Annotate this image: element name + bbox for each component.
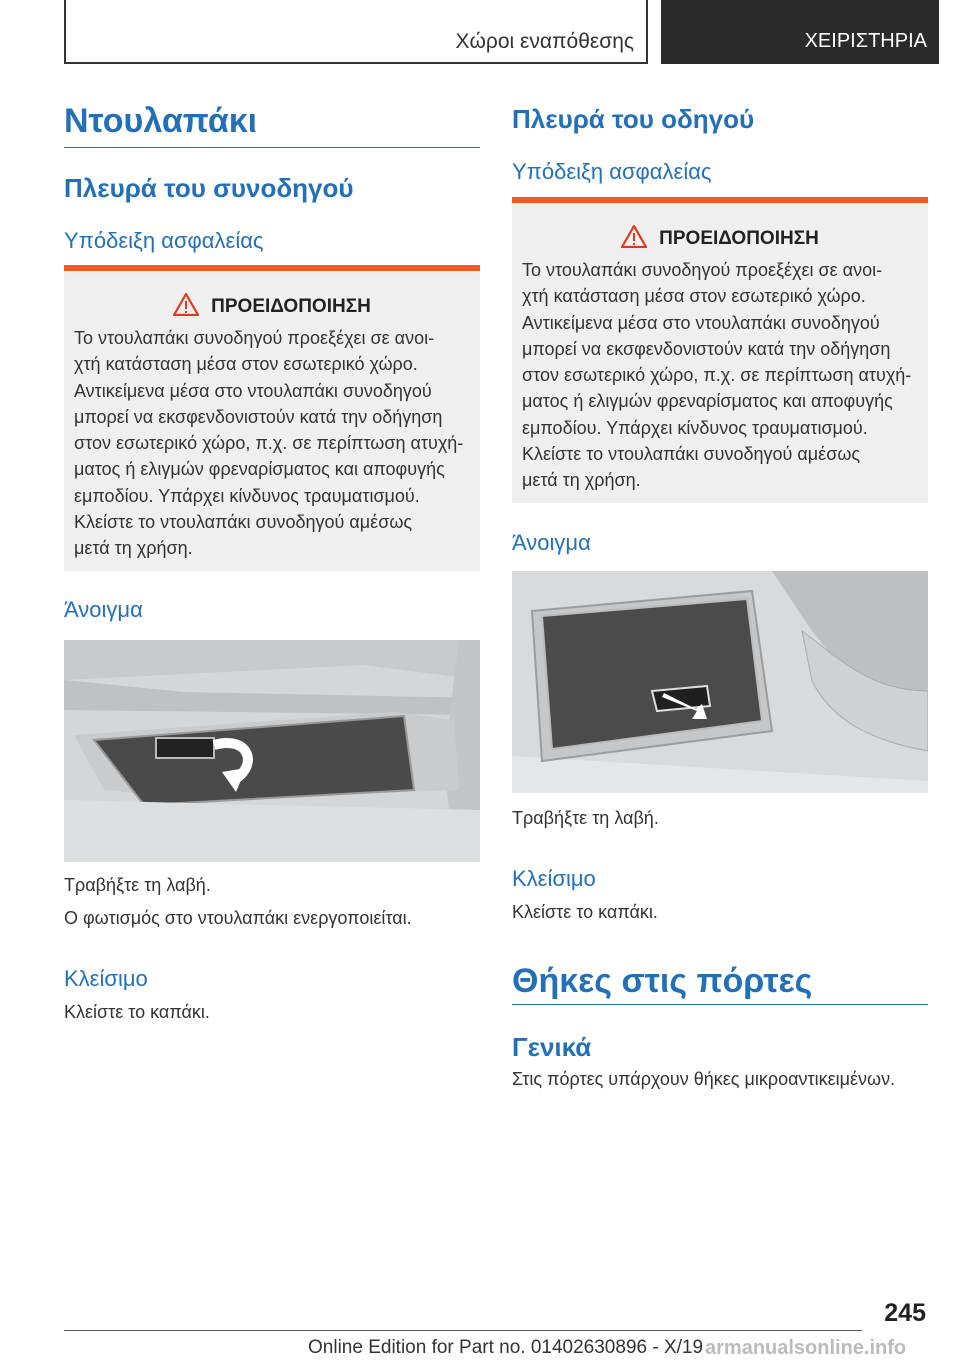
title-rule [512, 1004, 928, 1005]
warning-line: χτή κατάσταση μέσα στον εσωτερικό χώρο. [74, 354, 418, 375]
warning-line: Κλείστε το ντουλαπάκι συνοδηγού αμέσως [522, 444, 861, 465]
warning-line: χτή κατάσταση μέσα στον εσωτερικό χώρο. [522, 286, 866, 307]
step-pull-handle: Τραβήξτε τη λαβή. [64, 875, 211, 895]
warning-line: στον εσωτερικό χώρο, π.χ. σε περίπτωση ατυχή- [74, 433, 464, 454]
warning-title: ΠΡΟΕΙΔΟΠΟΙΗΣΗ [211, 296, 371, 317]
warning-title: ΠΡΟΕΙΔΟΠΟΙΗΣΗ [659, 228, 819, 249]
general-text: Στις πόρτες υπάρχουν θήκες μικροαντικειμένων. [512, 1069, 896, 1089]
chapter-tab [661, 0, 939, 64]
step-light-on: Ο φωτισμός στο ντουλαπάκι ενεργοποιείται. [64, 908, 412, 928]
chapter-title: ΧΕΙΡΙΣΤΗΡΙΑ [804, 30, 927, 52]
warning-triangle-icon [173, 293, 199, 321]
general-heading: Γενικά [512, 1032, 592, 1062]
warning-triangle-icon [621, 225, 647, 253]
glovebox-passenger-illustration [64, 640, 480, 862]
warning-text [522, 257, 918, 494]
opening-heading: Άνοιγμα [512, 530, 591, 555]
passenger-side-heading: Πλευρά του συνοδηγού [64, 173, 354, 203]
warning-box [64, 265, 480, 571]
footer-rule [64, 1330, 862, 1331]
driver-side-heading: Πλευρά του οδηγού [512, 104, 755, 134]
closing-heading: Κλείσιμο [512, 866, 596, 891]
closing-heading: Κλείσιμο [64, 966, 148, 991]
warning-line: στον εσωτερικό χώρο, π.χ. σε περίπτωση ατυχή- [522, 365, 912, 386]
site-watermark: armanualsonline.info [705, 1337, 907, 1359]
warning-line: ματος ή ελιγμών φρεναρίσματος και αποφυγής [74, 459, 445, 480]
warning-line: εμποδίου. Υπάρχει κίνδυνος τραυματισμού. [74, 485, 420, 506]
warning-line: Το ντουλαπάκι συνοδηγού προεξέχει σε ανοι- [74, 328, 435, 348]
title-rule [64, 147, 480, 148]
warning-line: μπορεί να εκσφενδονιστούν κατά την οδήγηση [74, 406, 443, 427]
warning-box [512, 197, 928, 503]
warning-text [74, 325, 470, 562]
edition-info: Online Edition for Part no. 01402630896 - X/19 [308, 1337, 704, 1358]
opening-heading: Άνοιγμα [64, 597, 143, 622]
warning-line: εμποδίου. Υπάρχει κίνδυνος τραυματισμού. [522, 417, 868, 438]
warning-line: Αντικείμενα μέσα στο ντουλαπάκι συνοδηγού [74, 380, 432, 401]
page-number: 245 [884, 1299, 926, 1327]
warning-line: Το ντουλαπάκι συνοδηγού προεξέχει σε ανοι- [522, 260, 883, 280]
glovebox-driver-illustration [512, 571, 928, 793]
safety-heading: Υπόδειξη ασφαλείας [64, 228, 264, 253]
door-pockets-title: Θήκες στις πόρτες [512, 962, 813, 1000]
closing-text: Κλείστε το καπάκι. [64, 1002, 210, 1022]
warning-line: ματος ή ελιγμών φρεναρίσματος και αποφυγής [522, 391, 893, 412]
page-title: Ντουλαπάκι [64, 102, 258, 140]
closing-text: Κλείστε το καπάκι. [512, 902, 658, 922]
warning-line: Κλείστε το ντουλαπάκι συνοδηγού αμέσως [74, 512, 413, 533]
step-pull-handle: Τραβήξτε τη λαβή. [512, 808, 659, 828]
warning-line: Αντικείμενα μέσα στο ντουλαπάκι συνοδηγού [522, 312, 880, 333]
safety-heading: Υπόδειξη ασφαλείας [512, 159, 712, 184]
warning-line: μπορεί να εκσφενδονιστούν κατά την οδήγηση [522, 338, 891, 359]
warning-line: μετά τη χρήση. [74, 538, 193, 559]
section-tab [64, 0, 648, 64]
warning-line: μετά τη χρήση. [522, 470, 641, 491]
section-title: Χώροι εναπόθεσης [455, 30, 634, 53]
